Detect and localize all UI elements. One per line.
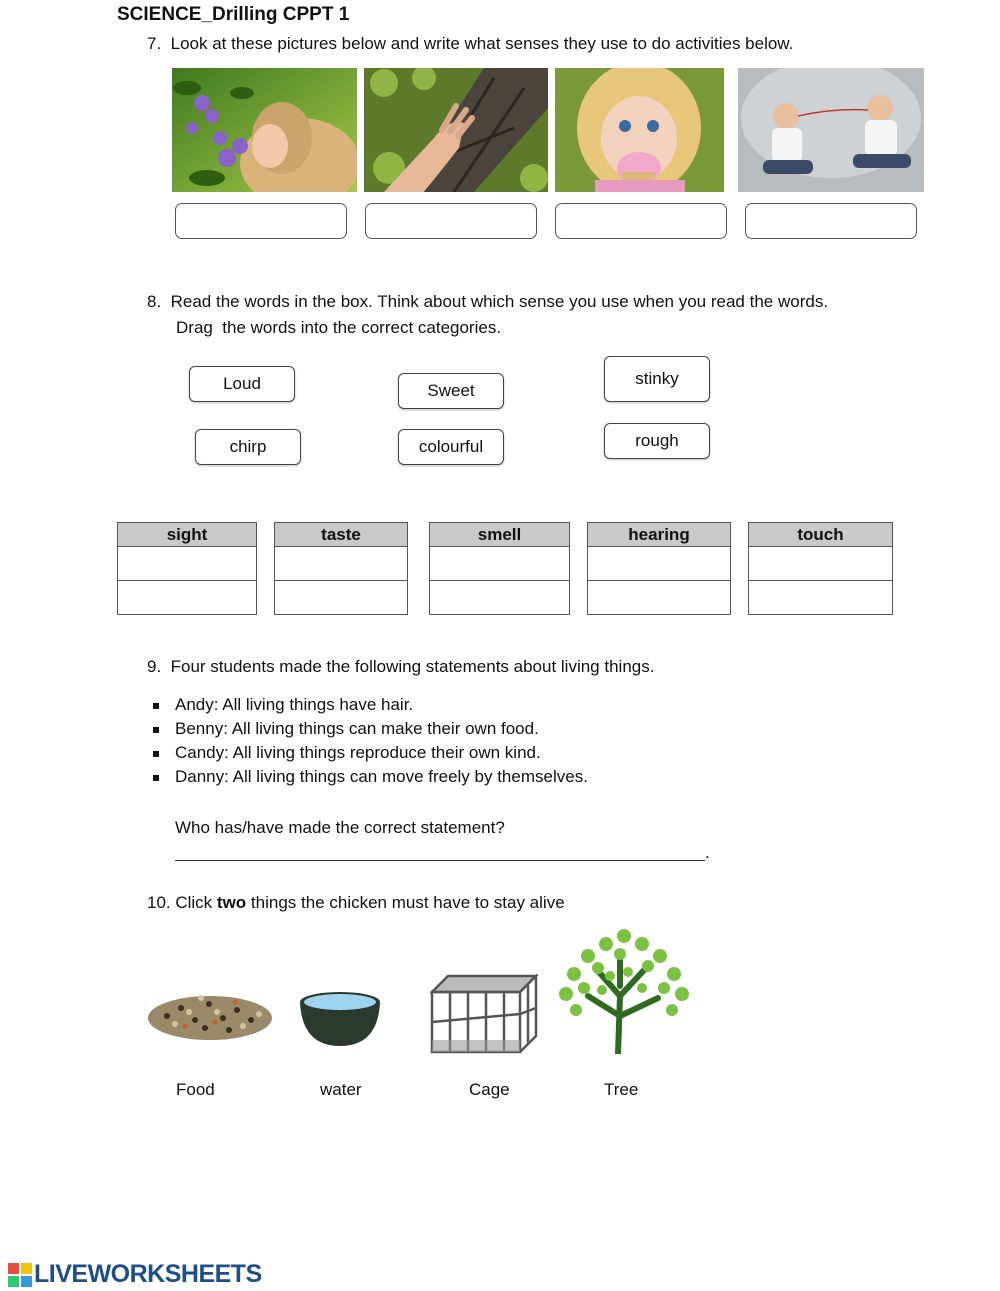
statement-danny bbox=[153, 767, 588, 787]
word-card-loud[interactable]: Loud bbox=[189, 366, 295, 402]
word-card-sweet[interactable]: Sweet bbox=[398, 373, 504, 409]
liveworksheets-logo bbox=[8, 1260, 262, 1289]
item-label-tree: Tree bbox=[604, 1080, 639, 1099]
word-card-rough[interactable]: rough bbox=[604, 423, 710, 459]
statement-benny bbox=[153, 719, 539, 739]
drop-cell[interactable] bbox=[588, 581, 730, 614]
worksheet-title: SCIENCE_Drilling CPPT 1 bbox=[117, 4, 350, 25]
drop-cell[interactable] bbox=[430, 547, 569, 581]
category-touch[interactable] bbox=[748, 522, 893, 615]
category-header: smell bbox=[430, 523, 569, 547]
statement-text: Candy: All living things reproduce their own kind. bbox=[175, 743, 541, 762]
question-10-suffix: things the chicken must have to stay alive bbox=[246, 893, 565, 912]
category-header: hearing bbox=[588, 523, 730, 547]
question-7-text: 7. Look at these pictures below and write what senses they use to do activities below. bbox=[147, 34, 794, 53]
hand-touching-tree-bark-photo bbox=[364, 68, 548, 192]
word-card-colourful[interactable]: colourful bbox=[398, 429, 504, 465]
word-card-chirp[interactable]: chirp bbox=[195, 429, 301, 465]
question-10-prefix: 10. Click bbox=[147, 893, 217, 912]
question-10-text bbox=[147, 890, 565, 916]
statement-text: Benny: All living things can make their own food. bbox=[175, 719, 539, 738]
answer-box-4[interactable] bbox=[745, 203, 917, 239]
question-9-text: 9. Four students made the following statements about living things. bbox=[147, 657, 655, 676]
drop-cell[interactable] bbox=[588, 547, 730, 581]
girl-smelling-flowers-photo bbox=[172, 68, 357, 192]
answer-box-1[interactable] bbox=[175, 203, 347, 239]
statement-andy bbox=[153, 695, 413, 715]
tree-icon[interactable] bbox=[558, 926, 690, 1054]
item-label-food: Food bbox=[176, 1080, 215, 1099]
logo-text: LIVEWORKSHEETS bbox=[34, 1260, 262, 1288]
question-8-instruction: Drag the words into the correct categories. bbox=[176, 318, 502, 337]
cage-icon[interactable] bbox=[430, 974, 538, 1054]
category-header: touch bbox=[749, 523, 892, 547]
statement-text: Danny: All living things can move freely by themselves. bbox=[175, 767, 588, 786]
question-9-prompt: Who has/have made the correct statement? bbox=[175, 818, 505, 837]
answer-box-2[interactable] bbox=[365, 203, 537, 239]
question-10-bold: two bbox=[216, 893, 247, 912]
water-bowl-icon[interactable] bbox=[298, 990, 382, 1048]
drop-cell[interactable] bbox=[275, 547, 407, 581]
item-label-water: water bbox=[320, 1080, 362, 1099]
category-header: taste bbox=[275, 523, 407, 547]
statement-text: Andy: All living things have hair. bbox=[175, 695, 414, 714]
answer-box-3[interactable] bbox=[555, 203, 727, 239]
boys-tin-can-telephone-photo bbox=[738, 68, 924, 192]
drop-cell[interactable] bbox=[749, 547, 892, 581]
drop-cell[interactable] bbox=[118, 581, 256, 614]
seeds-icon[interactable] bbox=[147, 980, 273, 1042]
drop-cell[interactable] bbox=[275, 581, 407, 614]
drop-cell[interactable] bbox=[430, 581, 569, 614]
category-sight[interactable] bbox=[117, 522, 257, 615]
category-header: sight bbox=[118, 523, 256, 547]
answer-line[interactable] bbox=[175, 842, 705, 861]
logo-mark-icon bbox=[8, 1263, 32, 1287]
category-hearing[interactable] bbox=[587, 522, 731, 615]
category-taste[interactable] bbox=[274, 522, 408, 615]
question-8-text: 8. Read the words in the box. Think about which sense you use when you read the words. bbox=[147, 292, 829, 311]
girl-eating-cupcake-photo bbox=[555, 68, 724, 192]
word-card-stinky[interactable]: stinky bbox=[604, 356, 710, 402]
category-smell[interactable] bbox=[429, 522, 570, 615]
statement-candy bbox=[153, 743, 541, 763]
item-label-cage: Cage bbox=[469, 1080, 510, 1099]
drop-cell[interactable] bbox=[118, 547, 256, 581]
drop-cell[interactable] bbox=[749, 581, 892, 614]
answer-line-period: . bbox=[705, 843, 710, 862]
